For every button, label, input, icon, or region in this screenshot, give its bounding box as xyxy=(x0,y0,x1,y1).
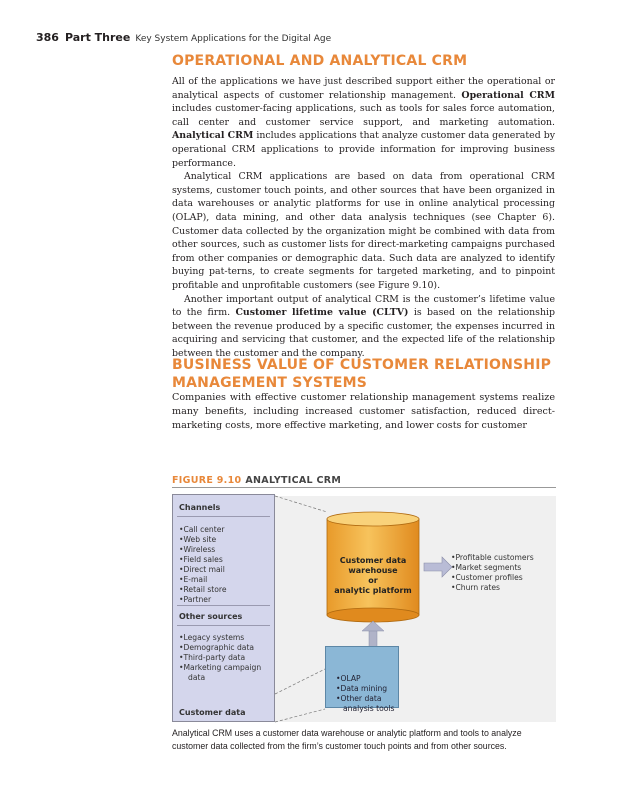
right-arrow-icon xyxy=(424,557,452,577)
list-item: • Marketing campaign xyxy=(179,663,261,673)
list-item: • Churn rates xyxy=(451,583,534,593)
figure-rule xyxy=(172,487,556,488)
list-item-continuation: data xyxy=(188,673,206,682)
section-heading-business-value xyxy=(172,356,572,392)
analytical-crm-diagram xyxy=(172,494,556,726)
up-arrow-icon xyxy=(362,621,384,631)
heading-line: BUSINESS VALUE OF CUSTOMER RELATIONSHIP xyxy=(172,357,552,373)
text-run: includes applications that analyze customer data generated by operational CRM applications to provide information for improving business performance. xyxy=(172,130,555,169)
label-line: or xyxy=(368,576,378,585)
list-item: • Field sales xyxy=(179,555,227,565)
list-item: • Web site xyxy=(179,535,227,545)
term-analytical-crm: Analytical CRM xyxy=(172,130,254,142)
label-line: Customer data xyxy=(339,556,407,565)
figure-number: FIGURE 9.10 xyxy=(172,475,242,486)
label-line: analytic platform xyxy=(334,586,412,595)
channels-title: Channels xyxy=(179,503,221,512)
text-run: is based on the relationship between the revenue produced by a specific customer, the expenses incurred in acquiring and servicing that customer, and the expected life of the relationship between the customer and the company. xyxy=(172,307,555,359)
list-item: • OLAP xyxy=(336,674,395,684)
list-item: • Direct mail xyxy=(179,565,227,575)
list-item: • Legacy systems xyxy=(179,633,261,643)
list-item: • Data mining xyxy=(336,684,395,694)
label-line: warehouse xyxy=(348,566,398,575)
outputs-list xyxy=(451,553,534,593)
section2-body xyxy=(172,391,555,433)
paragraph xyxy=(172,75,555,170)
text-run: All of the applications we have just described support either the operational or analytical aspects of customer relationship management. xyxy=(172,76,555,101)
paragraph: Companies with effective customer relationship management systems realize many benefits, including increased customer satisfaction, reduced direct-marketing costs, more effective marketing, and lower costs for customer xyxy=(172,392,555,431)
list-item: • Call center xyxy=(179,525,227,535)
running-head xyxy=(36,31,331,44)
part-label: Part Three xyxy=(64,31,131,44)
connector-line xyxy=(275,669,325,694)
page-number: 386 xyxy=(36,31,59,44)
text-run: includes customer-facing applications, such as tools for sales force automation, call center and customer service support, and marketing automation. xyxy=(172,103,555,128)
data-warehouse-cylinder-top xyxy=(327,512,419,526)
list-item: • Retail store xyxy=(179,585,227,595)
analysis-tools-list xyxy=(336,674,395,714)
term-customer-lifetime-value: Customer lifetime value (CLTV) xyxy=(235,307,409,319)
list-item: • Other data xyxy=(336,694,395,704)
term-operational-crm: Operational CRM xyxy=(461,89,555,101)
list-item: • Wireless xyxy=(179,545,227,555)
connector-line xyxy=(275,709,325,722)
data-warehouse-label xyxy=(322,556,424,596)
list-item-continuation: analysis tools xyxy=(343,704,395,713)
list-item: • Profitable customers xyxy=(451,553,534,563)
figure-name: ANALYTICAL CRM xyxy=(245,475,342,486)
part-title: Key System Applications for the Digital Age xyxy=(135,34,332,44)
other-sources-title: Other sources xyxy=(179,612,243,621)
list-item: • Market segments xyxy=(451,563,534,573)
list-item: • Partner xyxy=(179,595,227,605)
text-run: Another important output of analytical CRM is the customer’s lifetime value to the firm. xyxy=(172,293,555,319)
section1-body xyxy=(172,75,555,360)
paragraph: Analytical CRM applications are based on data from operational CRM systems, customer touch points, and other sources that have been organized in data warehouses or analytic platforms for use in online analytical processing (OLAP), data mining, and other data analysis techniques (see Chapter 6). Customer data collected by the organization might be combined with data from other sources, such as customer lists for direct-marketing campaigns purchased from other companies or demographic data. Such data are analyzed to identify buying pat-terns, to create segments for targeted marketing, and to pinpoint profitable and unprofitable customers (see Figure 9.10). xyxy=(172,171,555,291)
list-item: • Third-party data xyxy=(179,653,261,663)
connector-line xyxy=(275,496,327,512)
cylinder-base xyxy=(327,608,419,622)
figure-title xyxy=(172,475,341,486)
customer-data-label: Customer data xyxy=(179,708,246,717)
list-item: • Demographic data xyxy=(179,643,261,653)
section-heading-operational-analytical-crm: OPERATIONAL AND ANALYTICAL CRM xyxy=(172,53,468,69)
paragraph xyxy=(172,293,555,361)
heading-line: MANAGEMENT SYSTEMS xyxy=(172,375,368,391)
list-item: • E-mail xyxy=(179,575,227,585)
figure-caption: Analytical CRM uses a customer data warehouse or analytic platform and tools to analyze customer data collected from the firm’s customer touch points and from other sources. xyxy=(172,728,522,751)
list-item: • Customer profiles xyxy=(451,573,534,583)
